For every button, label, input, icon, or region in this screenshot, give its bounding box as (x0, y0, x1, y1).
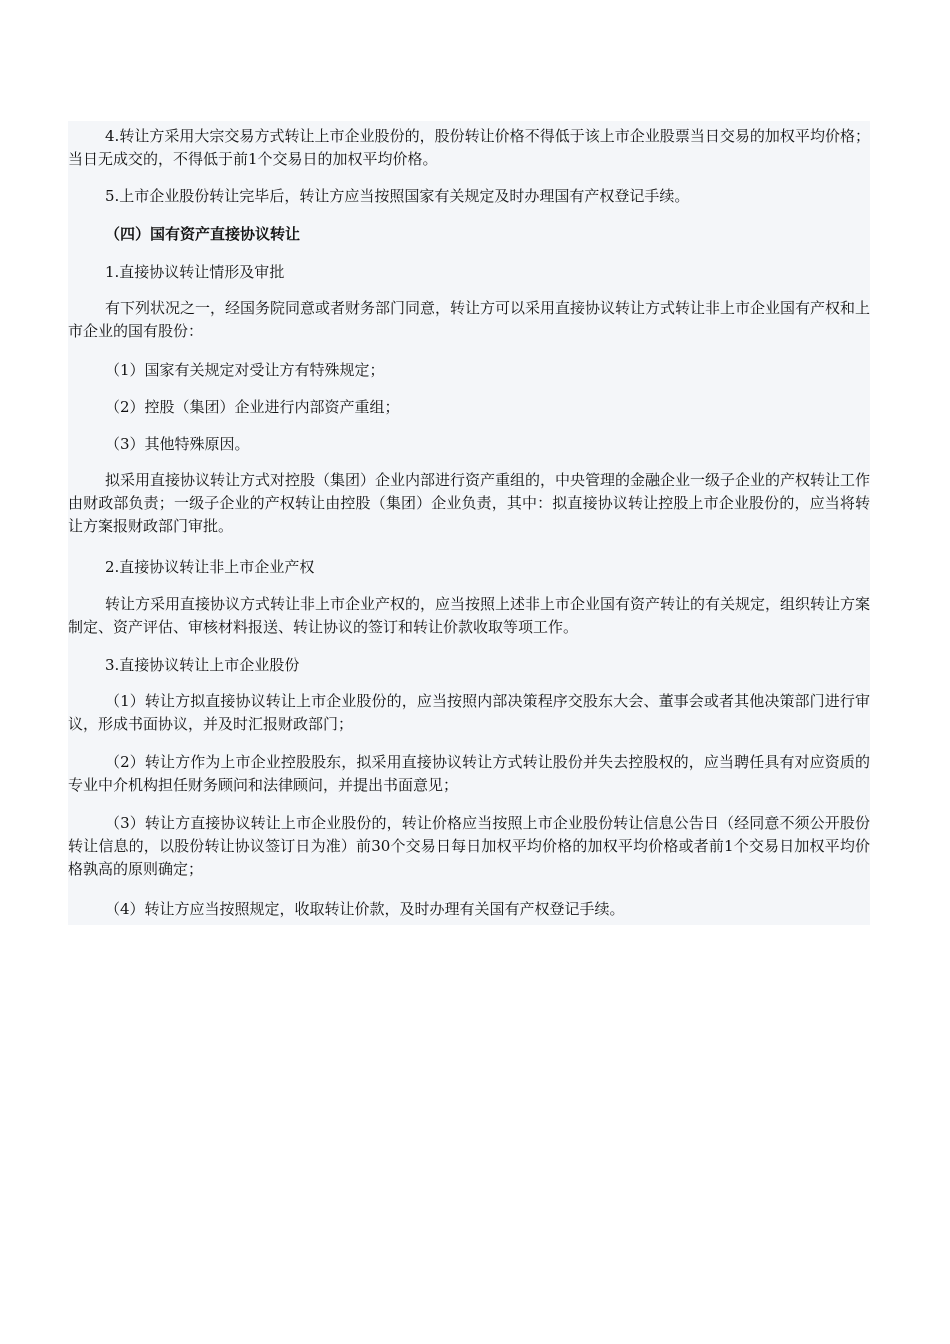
paragraph-block-trade-price: 4.转让方采用大宗交易方式转让上市企业股份的，股份转让价格不得低于该上市企业股票当日交易的加权平均价格；当日无成交的，不得低于前1个交易日的加权平均价格。 (68, 127, 870, 168)
listed-item-4: （4）转让方应当按照规定，收取转让价款，及时办理有关国有产权登记手续。 (105, 900, 625, 918)
paragraph-non-listed: 转让方采用直接协议方式转让非上市企业产权的，应当按照上述非上市企业国有资产转让的有关规定，组织转让方案制定、资产评估、审核材料报送、转让协议的签订和转让价款收取等项工作。 (68, 595, 871, 636)
paragraph-registration: 5.上市企业股份转让完毕后，转让方应当按照国家有关规定及时办理国有产权登记手续。 (105, 187, 690, 205)
document-text-block (68, 121, 870, 925)
listed-item-1: （1）转让方拟直接协议转让上市企业股份的，应当按照内部决策程序交股东大会、董事会或者其他决策部门进行审议，形成书面协议，并及时汇报财政部门； (68, 692, 870, 733)
paragraph-conditions: 有下列状况之一，经国务院同意或者财务部门同意，转让方可以采用直接协议转让方式转让非上市企业国有产权和上市企业的国有股份： (68, 299, 871, 340)
section-heading-direct-transfer: （四）国有资产直接协议转让 (105, 225, 301, 243)
subheading-3: 3.直接协议转让上市企业股份 (105, 656, 300, 674)
list-item-3: （3）其他特殊原因。 (105, 435, 250, 453)
list-item-2: （2）控股（集团）企业进行内部资产重组； (105, 398, 400, 416)
list-item-1: （1）国家有关规定对受让方有特殊规定； (105, 361, 385, 379)
listed-item-3: （3）转让方直接协议转让上市企业股份的，转让价格应当按照上市企业股份转让信息公告日（经同意不须公开股份转让信息的，以股份转让协议签订日为准）前30个交易日每日加权平均价格的加权平均价格或者前1个交易日加权平均价格孰高的原则确定； (68, 814, 870, 878)
paragraph-reorganization: 拟采用直接协议转让方式对控股（集团）企业内部进行资产重组的，中央管理的金融企业一级子企业的产权转让工作由财政部负责；一级子企业的产权转让由控股（集团）企业负责，其中：拟直接协议转让控股上市企业股份的，应当将转让方案报财政部门审批。 (68, 471, 871, 535)
subheading-2: 2.直接协议转让非上市企业产权 (105, 558, 315, 576)
subheading-1: 1.直接协议转让情形及审批 (105, 263, 285, 281)
listed-item-2: （2）转让方作为上市企业控股股东，拟采用直接协议转让方式转让股份并失去控股权的，应当聘任具有对应资质的专业中介机构担任财务顾问和法律顾问，并提出书面意见； (68, 753, 870, 794)
